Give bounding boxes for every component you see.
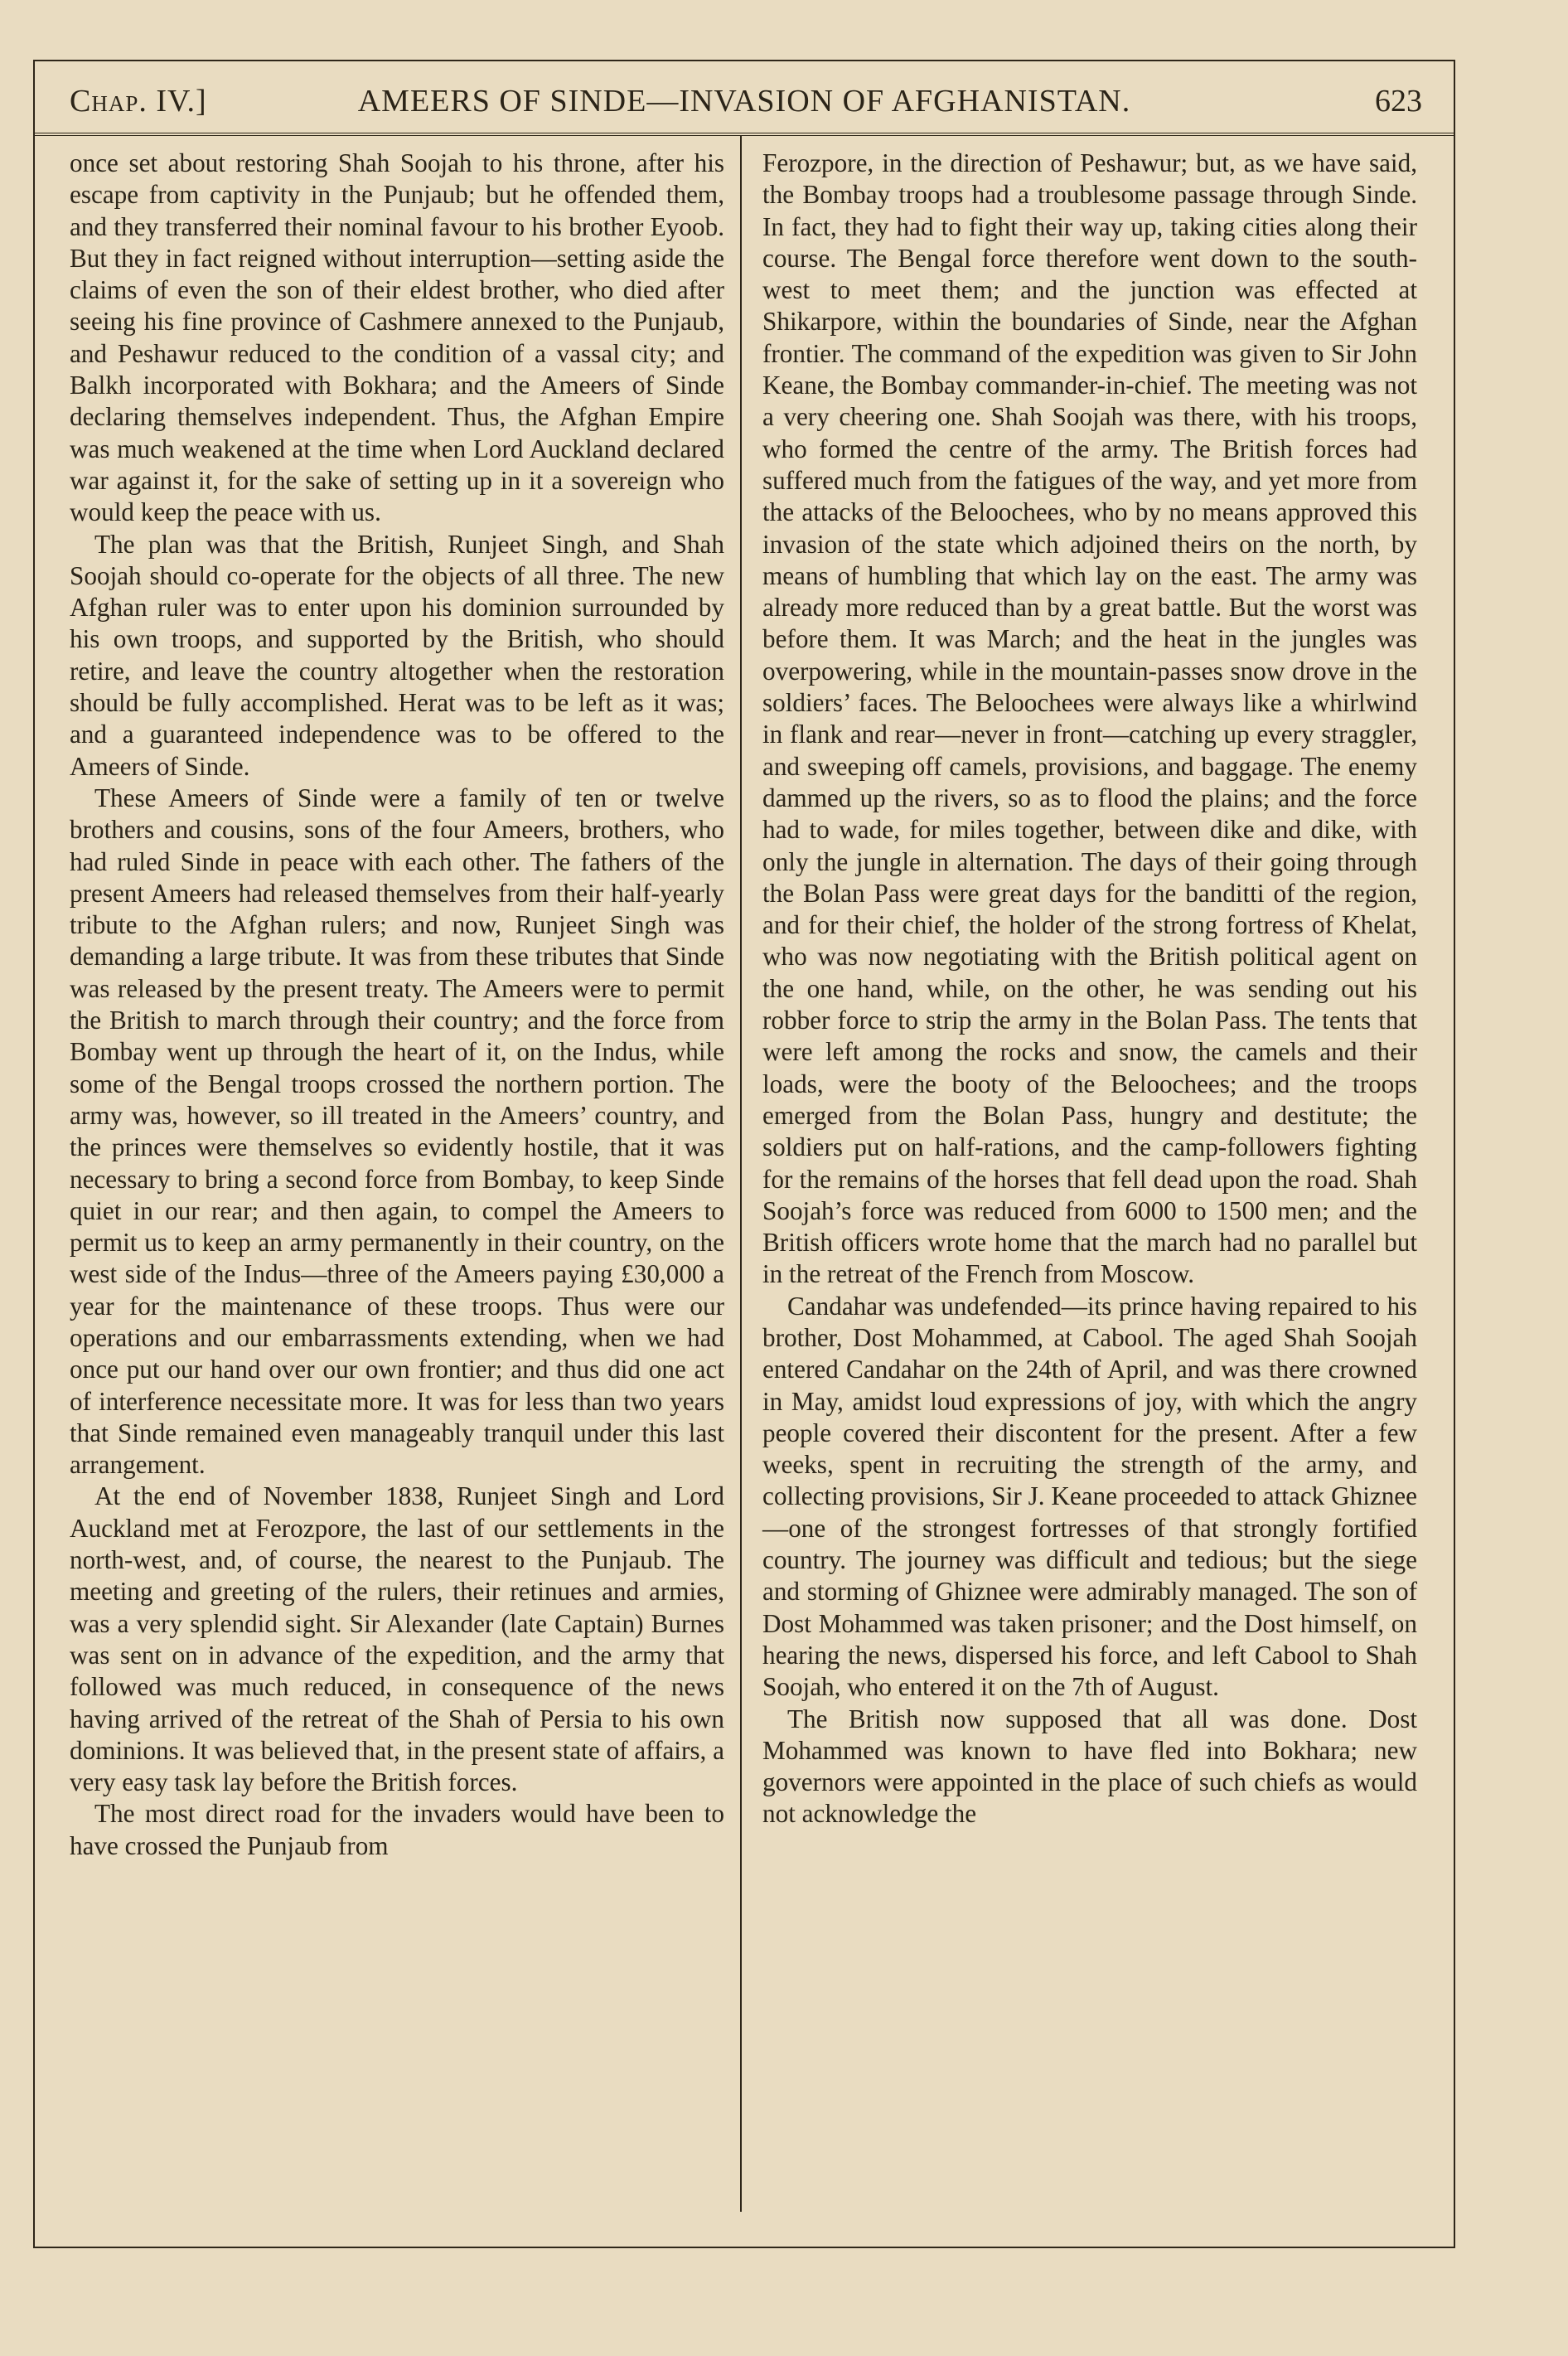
right-column xyxy=(762,148,1417,1830)
paragraph: Candahar was undefended—its prince having repaired to his brother, Dost Mohammed, at Cabool. The aged Shah Soojah entered Candahar on the 24th of April, and was there crowned in May, amidst loud expressions of joy, with which the angry people covered their discontent for the present. After a few weeks, spent in recruiting the strength of the army, and collecting provisions, Sir J. Keane proceeded to attack Ghiznee—one of the strongest fortresses of that strongly fortified country. The journey was difficult and tedious; but the siege and storming of Ghiznee were admirably managed. The son of Dost Mohammed was taken prisoner; and the Dost himself, on hearing the news, dispersed his force, and left Cabool to Shah Soojah, who entered it on the 7th of August. xyxy=(762,1291,1417,1702)
running-header xyxy=(33,60,1455,136)
paragraph: once set about restoring Shah Soojah to his throne, after his escape from captivity in the Punjaub; but he offended them, and they transferred their nominal favour to his brother Eyoob. But they in fact reigned without interruption—setting aside the claims of even the son of their eldest brother, who died after seeing his fine province of Cashmere annexed to the Punjaub, and Peshawur reduced to the condition of a vassal city; and Balkh incorporated with Bokhara; and the Ameers of Sinde declaring themselves independent. Thus, the Afghan Empire was much weakened at the time when Lord Auckland declared war against it, for the sake of setting up in it a sovereign who would keep the peace with us. xyxy=(70,148,724,527)
paragraph: At the end of November 1838, Runjeet Singh and Lord Auckland met at Ferozpore, the last of our settlements in the north-west, and, of course, the nearest to the Punjaub. The meeting and greeting of the rulers, their retinues and armies, was a very splendid sight. Sir Alexander (late Captain) Burnes was sent on in advance of the expedition, and the army that followed was much reduced, in consequence of the news having arrived of the retreat of the Shah of Persia to his own dominions. It was believed that, in the present state of affairs, a very easy task lay before the British forces. xyxy=(70,1481,724,1797)
paragraph: The British now supposed that all was done. Dost Mohammed was known to have fled into Bokhara; new governors were appointed in the place of such chiefs as would not acknowledge the xyxy=(762,1704,1417,1829)
chapter-label: Chap. IV.] xyxy=(70,84,207,119)
left-column xyxy=(70,148,724,1862)
paragraph: The plan was that the British, Runjeet Singh, and Shah Soojah should co-operate for the objects of all three. The new Afghan ruler was to enter upon his dominion surrounded by his own troops, and supported by the British, who should retire, and leave the country altogether when the restoration should be fully accomplished. Herat was to be left as it was; and a guaranteed independence was to be offered to the Ameers of Sinde. xyxy=(70,529,724,781)
running-title: AMEERS OF SINDE—INVASION OF AFGHANISTAN. xyxy=(357,84,1131,119)
paragraph: These Ameers of Sinde were a family of ten or twelve brothers and cousins, sons of the four Ameers, brothers, who had ruled Sinde in peace with each other. The fathers of the present Ameers had released themselves from their half-yearly tribute to the Afghan rulers; and now, Runjeet Singh was demanding a large tribute. It was from these tributes that Sinde was released by the present treaty. The Ameers were to permit the British to march through their country; and the force from Bombay went up through the heart of it, on the Indus, while some of the Bengal troops crossed the northern portion. The army was, however, so ill treated in the Ameers’ country, and the princes were themselves so evidently hostile, that it was necessary to bring a second force from Bombay, to keep Sinde quiet in our rear; and then again, to compel the Ameers to permit us to keep an army permanently in their country, on the west side of the Indus—three of the Ameers paying £30,000 a year for the maintenance of these troops. Thus were our operations and our embarrassments extending, when we had once put our hand over our own frontier; and thus did one act of interference necessitate more. It was for less than two years that Sinde remained even manageably tranquil under this last arrangement. xyxy=(70,783,724,1480)
column-divider xyxy=(740,136,742,2212)
page-number: 623 xyxy=(1375,84,1422,119)
paragraph: Ferozpore, in the direction of Peshawur; but, as we have said, the Bombay troops had a troublesome passage through Sinde. In fact, they had to fight their way up, taking cities along their course. The Bengal force therefore went down to the south-west to meet them; and the junction was effected at Shikarpore, within the boundaries of Sinde, near the Afghan frontier. The command of the expedition was given to Sir John Keane, the Bombay commander-in-chief. The meeting was not a very cheering one. Shah Soojah was there, with his troops, who formed the centre of the army. The British forces had suffered much from the fatigues of the way, and yet more from the attacks of the Beloochees, who by no means approved this invasion of the state which adjoined theirs on the north, by means of humbling that which lay on the east. The army was already more reduced than by a great battle. But the worst was before them. It was March; and the heat in the jungles was overpowering, while in the mountain-passes snow drove in the soldiers’ faces. The Beloochees were always like a whirlwind in flank and rear—never in front—catching up every straggler, and sweeping off camels, provisions, and baggage. The enemy dammed up the rivers, so as to flood the plains; and the force had to wade, for miles together, between dike and dike, with only the jungle in alternation. The days of their going through the Bolan Pass were great days for the banditti of the region, and for their chief, the holder of the strong fortress of Khelat, who was now negotiating with the British political agent on the one hand, while, on the other, he was sending out his robber force to strip the army in the Bolan Pass. The tents that were left among the rocks and snow, the camels and their loads, were the booty of the Beloochees; and the troops emerged from the Bolan Pass, hungry and destitute; the soldiers put on half-rations, and the camp-followers fighting for the remains of the horses that fell dead upon the road. Shah Soojah’s force was reduced from 6000 to 1500 men; and the British officers wrote home that the march had no parallel but in the retreat of the French from Moscow. xyxy=(762,148,1417,1289)
paragraph: The most direct road for the invaders would have been to have crossed the Punjaub from xyxy=(70,1799,724,1860)
